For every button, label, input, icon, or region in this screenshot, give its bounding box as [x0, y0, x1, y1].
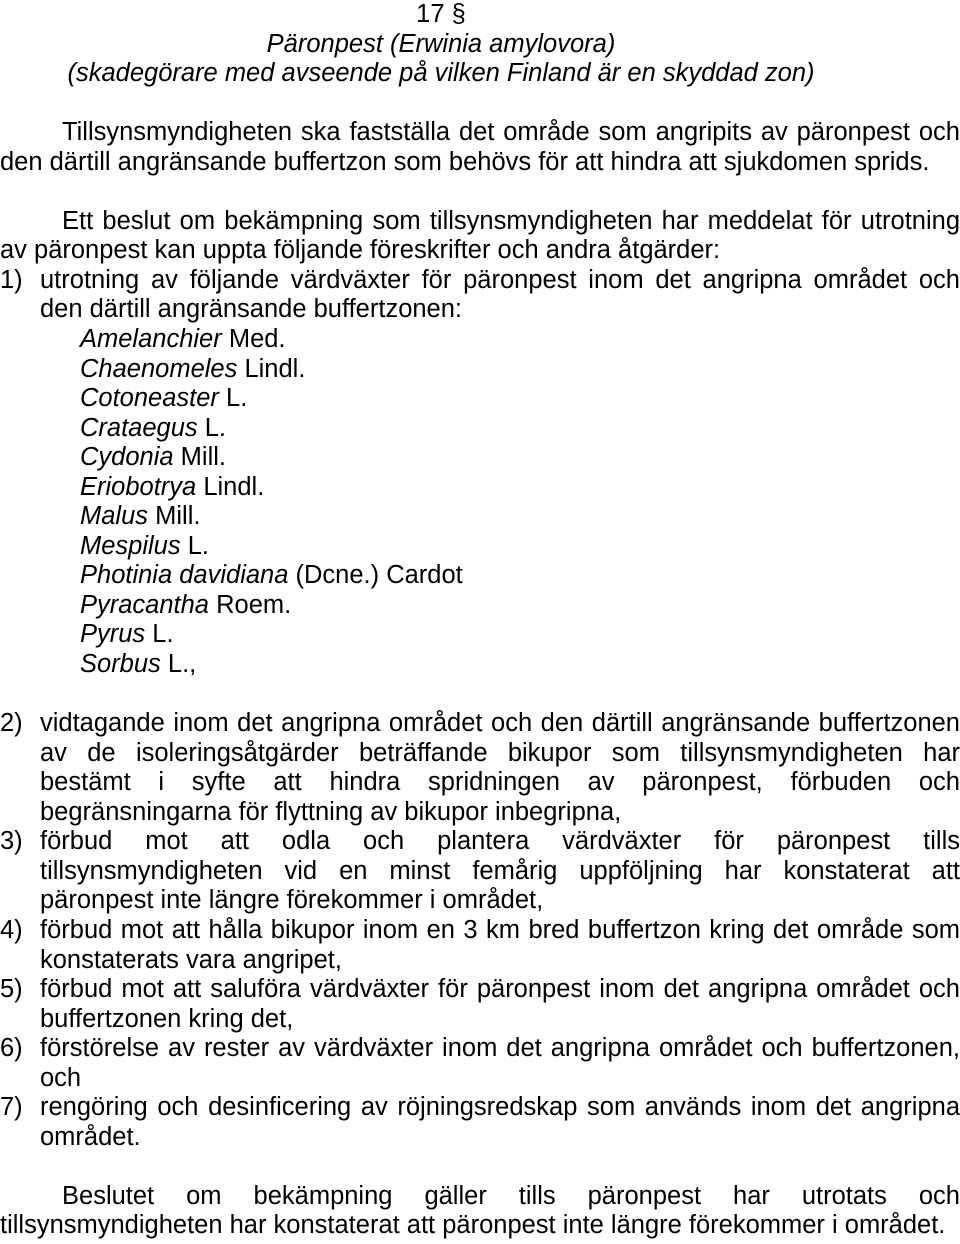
measure-line: begränsningarna för flyttning av bikupor inbegripna,	[40, 797, 622, 826]
measure-item	[0, 975, 960, 1034]
measure-text	[40, 709, 960, 827]
measure-text	[40, 975, 960, 1034]
host-plant-authority: Mill.	[180, 443, 226, 472]
section-subtitle: (skadegörare med avseende på vilken Finland är en skyddad zon)	[67, 59, 815, 88]
host-plant-authority: L.	[187, 531, 209, 560]
host-plant-authority: Roem.	[216, 590, 292, 619]
host-plant-item	[80, 325, 960, 355]
measure-line: förbud mot att hålla bikupor inom en 3 km bred buffertzon kring det område som	[40, 915, 960, 944]
measure-line: bestämt i syfte att hindra spridningen av päronpest, förbuden och	[40, 768, 960, 797]
measure-line: förbud mot att odla och plantera värdväxter för päronpest tills	[40, 827, 960, 856]
measure-line: förbud mot att saluföra värdväxter för päronpest inom det angripna området och	[40, 975, 960, 1004]
host-plant-name: Cydonia	[80, 443, 174, 472]
host-plant-item	[80, 384, 960, 414]
measure-line: den därtill angränsande buffertzonen:	[40, 295, 463, 324]
measure-line: förstörelse av rester av värdväxter inom det angripna området och buffertzonen,	[40, 1034, 960, 1063]
host-plant-authority: L.	[226, 384, 248, 413]
host-plant-name: Sorbus	[80, 650, 161, 679]
measures-list	[0, 266, 960, 1152]
measure-line: området.	[40, 1122, 141, 1151]
host-plant-item	[80, 591, 960, 621]
measure-item	[0, 1034, 960, 1093]
paragraph-line: den därtill angränsande buffertzon som behövs för att hindra att sjukdomen sprids.	[0, 147, 930, 176]
host-plant-name: Photinia davidiana	[80, 561, 289, 590]
host-plant-item	[80, 620, 960, 650]
intro-paragraph	[0, 118, 960, 177]
measure-line: av de isoleringsåtgärder beträffande bikupor som tillsynsmyndigheten har	[40, 738, 960, 767]
host-plant-name: Eriobotrya	[80, 472, 197, 501]
decision-paragraph	[0, 207, 960, 266]
measure-text	[40, 1093, 960, 1152]
paragraph-line: tillsynsmyndigheten har konstaterat att päronpest inte längre förekommer i området.	[0, 1211, 946, 1240]
measure-line: och	[40, 1063, 82, 1092]
measure-number: 3)	[0, 827, 23, 856]
measure-number: 2)	[0, 709, 23, 738]
host-plant-authority: (Dcne.) Cardot	[295, 561, 463, 590]
host-plant-name: Pyracantha	[80, 590, 209, 619]
measure-number: 1)	[0, 265, 23, 294]
measure-line: konstaterats vara angripet,	[40, 945, 342, 974]
measure-number: 7)	[0, 1093, 23, 1122]
measure-line: utrotning av följande värdväxter för päronpest inom det angripna området och	[40, 265, 960, 294]
host-plant-name: Mespilus	[80, 531, 181, 560]
host-plant-item	[80, 414, 960, 444]
paragraph-line: Ett beslut om bekämpning som tillsynsmyndigheten har meddelat för utrotning	[62, 206, 960, 235]
section-title: Päronpest (Erwinia amylovora)	[266, 29, 616, 58]
host-plant-item	[80, 355, 960, 385]
measure-line: buffertzonen kring det,	[40, 1004, 294, 1033]
host-plant-name: Chaenomeles	[80, 354, 238, 383]
measure-text	[40, 827, 960, 916]
host-plant-name: Amelanchier	[80, 325, 222, 354]
measure-item	[0, 916, 960, 975]
measure-line: rengöring och desinficering av röjningsredskap som används inom det angripna	[40, 1093, 960, 1122]
host-plant-name: Malus	[80, 502, 149, 531]
host-plant-authority: Lindl.	[203, 472, 265, 501]
host-plant-list	[80, 325, 960, 680]
host-plant-authority: L.	[152, 620, 174, 649]
host-plant-name: Pyrus	[80, 620, 146, 649]
paragraph-line: Tillsynsmyndigheten ska fastställa det område som angripits av päronpest och	[62, 118, 960, 147]
spacer	[0, 89, 960, 119]
host-plant-item	[80, 443, 960, 473]
host-plant-item	[80, 650, 960, 680]
host-plant-authority: L.,	[167, 650, 197, 679]
closing-paragraph	[0, 1182, 960, 1241]
host-plant-item	[80, 561, 960, 591]
measure-number: 5)	[0, 975, 23, 1004]
measure-line: vidtagande inom det angripna området och den därtill angränsande buffertzonen	[40, 709, 960, 738]
paragraph-line: av päronpest kan uppta följande föreskrifter och andra åtgärder:	[0, 236, 721, 265]
section-number: 17 §	[416, 0, 466, 28]
measure-number: 6)	[0, 1034, 23, 1063]
measure-item	[0, 266, 960, 680]
host-plant-name: Cotoneaster	[80, 384, 219, 413]
host-plant-authority: Lindl.	[244, 354, 306, 383]
spacer	[0, 1152, 960, 1182]
measure-item	[0, 1093, 960, 1152]
host-plant-authority: L.	[204, 413, 227, 442]
paragraph-line: Beslutet om bekämpning gäller tills päronpest har utrotats och	[62, 1181, 960, 1210]
measure-line: päronpest inte längre förekommer i området,	[40, 886, 544, 915]
measure-number: 4)	[0, 915, 23, 944]
measure-text	[40, 1034, 960, 1093]
measure-text	[40, 266, 960, 325]
host-plant-name: Crataegus	[80, 413, 198, 442]
measure-item	[0, 709, 960, 827]
host-plant-item	[80, 502, 960, 532]
measure-item	[0, 827, 960, 916]
measure-text	[40, 916, 960, 975]
host-plant-item	[80, 473, 960, 503]
spacer	[0, 680, 960, 710]
measure-line: tillsynsmyndigheten vid en minst femårig uppföljning har konstaterat att	[40, 856, 960, 885]
host-plant-authority: Med.	[228, 325, 286, 354]
spacer	[0, 177, 960, 207]
host-plant-item	[80, 532, 960, 562]
host-plant-authority: Mill.	[155, 502, 201, 531]
